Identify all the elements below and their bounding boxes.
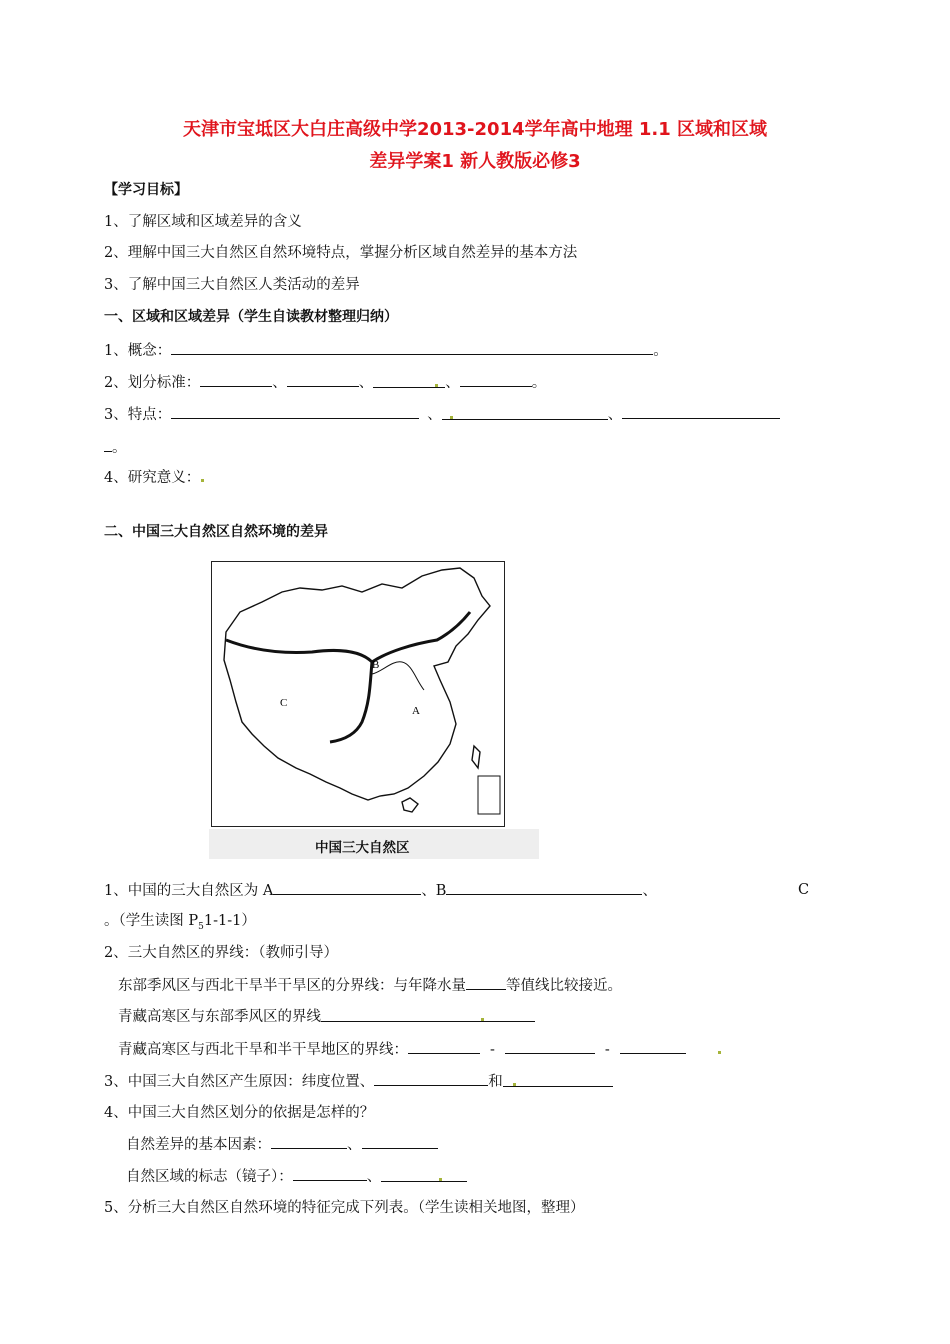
features-blank-3[interactable]	[622, 404, 780, 419]
objective-item-3: 3、了解中国三大自然区人类活动的差异	[104, 277, 360, 293]
objectives-heading: 【学习目标】	[104, 182, 188, 198]
inner-boundary	[372, 662, 424, 690]
q3-line: 3、中国三大自然区产生原因：纬度位置、 和	[104, 1071, 613, 1092]
q2-heading: 2、三大自然区的界线：（教师引导）	[104, 945, 338, 961]
standard-line: 2、划分标准： 、 、 、 。	[104, 372, 546, 393]
section2-heading: 二、中国三大自然区自然环境的差异	[104, 524, 328, 540]
tibet-boundary	[330, 662, 372, 742]
q1-note: 。（学生读图 $P_51-1-1$）	[104, 913, 256, 932]
south-sea-inset	[478, 776, 500, 814]
q4-blank-2[interactable]	[362, 1134, 438, 1149]
standard-label: 2、划分标准：	[104, 375, 201, 391]
objective-item-1: 1、了解区域和区域差异的含义	[104, 214, 302, 230]
hainan-island	[402, 798, 418, 812]
features-label: 3、特点：	[104, 407, 172, 423]
standard-blank-4[interactable]	[460, 372, 532, 387]
map-caption: 中国三大自然区	[315, 840, 410, 856]
features-continuation: 。	[104, 437, 127, 458]
concept-line: 1、概念： 。	[104, 340, 668, 361]
q2-blank-4[interactable]	[505, 1039, 595, 1054]
q2-line-2: 青藏高寒区与东部季风区的界线	[118, 1007, 535, 1027]
features-blank-2[interactable]	[442, 405, 608, 420]
title-line-1: 天津市宝坻区大白庄高级中学2013-2014学年高中地理 1.1 区域和区域	[182, 119, 768, 140]
label-c: C	[280, 697, 288, 709]
section1-heading: 一、区域和区域差异（学生自读教材整理归纳）	[104, 309, 398, 325]
china-map-svg	[212, 562, 504, 826]
map-caption-box	[209, 829, 539, 859]
significance-line	[104, 468, 205, 488]
title-line-2: 差异学案1 新人教版必修3	[369, 151, 581, 172]
q2-line-1: 东部季风区与西北干旱半干旱区的分界线：与年降水量 等值线比较接近。	[118, 975, 622, 996]
q4-blank-1[interactable]	[271, 1134, 347, 1149]
objective-item-2: 2、理解中国三大自然区自然环境特点，掌握分析区域自然差异的基本方法	[104, 245, 578, 261]
concept-label: 1、概念：	[104, 343, 172, 359]
q2-blank-1[interactable]	[466, 975, 506, 990]
q1-c-label: C	[798, 882, 810, 898]
q4-heading: 4、中国三大自然区划分的依据是怎样的？	[104, 1105, 375, 1121]
label-a: A	[412, 705, 420, 717]
q1-blank-a[interactable]	[273, 880, 421, 895]
significance-label: 4、研究意义：	[104, 470, 201, 486]
q2-blank-5[interactable]	[620, 1039, 686, 1054]
q1-line: 1、中国的三大自然区为 A 、B 、	[104, 880, 657, 901]
q2-blank-3[interactable]	[408, 1039, 480, 1054]
q3-blank-2[interactable]	[503, 1072, 613, 1087]
northwest-boundary	[226, 612, 470, 662]
q2-line-3: 青藏高寒区与西北干旱和半干旱地区的界线： - -	[118, 1039, 722, 1060]
q2-blank-2[interactable]	[321, 1007, 535, 1022]
standard-blank-1[interactable]	[200, 372, 272, 387]
features-blank-1[interactable]	[171, 404, 419, 419]
q1-blank-b[interactable]	[446, 880, 642, 895]
q3-blank-1[interactable]	[374, 1071, 488, 1086]
china-outline	[224, 568, 490, 800]
concept-blank[interactable]	[171, 340, 653, 355]
q4-blank-4[interactable]	[381, 1167, 467, 1182]
taiwan-island	[472, 746, 480, 768]
label-b: B	[372, 659, 380, 671]
china-natural-regions-map	[211, 561, 505, 827]
q4-blank-3[interactable]	[293, 1166, 367, 1181]
standard-blank-2[interactable]	[287, 372, 359, 387]
features-line: 3、特点： 、 、	[104, 404, 780, 425]
q5-line: 5、分析三大自然区自然环境的特征完成下列表。（学生读相关地图，整理）	[104, 1200, 585, 1216]
q4-line-2: 自然区域的标志（镜子）： 、	[126, 1166, 467, 1187]
q4-line-1: 自然差异的基本因素： 、	[126, 1134, 438, 1155]
features-blank-3-tail[interactable]	[104, 437, 112, 452]
standard-blank-3[interactable]	[373, 373, 445, 388]
